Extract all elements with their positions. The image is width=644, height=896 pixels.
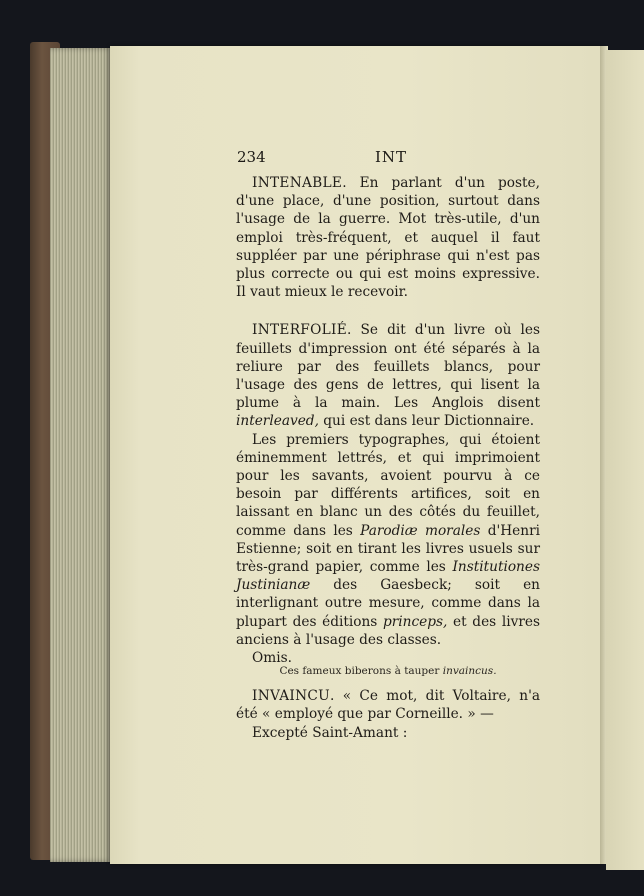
entry-body: . Se dit d'un livre où les feuillets d'impression ont été séparés à la reliure par des feuillets blancs, pour l'usage des gens de lettres, qui lisent la plume à la main. Les Anglois disent [236, 322, 540, 412]
entry-intenable [236, 174, 540, 301]
paragraph-text: des Gaesbeck; soit en interlignant outre mesure, comme dans la plupart des éditions [236, 577, 540, 630]
paragraph-text: Les premiers typographes, qui étoient éminemment lettrés, et qui imprimoient pour les savants, avoient pourvu à ce besoin par différents artifices, soit en laissant en blanc un des côtés du feuillet, comme dans les [236, 431, 540, 539]
entry-body: qui est dans leur Dictionnaire. [318, 413, 535, 430]
paragraph-text: d'Henri Estienne; soit en tirant les livres usuels sur très-grand papier, comme les [236, 522, 541, 576]
entry-invaincu [236, 687, 540, 723]
entry-keyword: INVAINCU [252, 688, 331, 705]
running-head-word: INT [375, 148, 408, 166]
entry-body: . En parlant d'un poste, d'une place, d'une position, surtout dans l'usage de la guerre. Mot très-utile, d'un emploi très-fréquent, et auquel il faut suppléer par une périphrase qui n'est pas plus correcte ou qui est moins expressive. Il vaut mieux le recevoir. [236, 175, 540, 301]
italic-term: interleaved, [236, 413, 319, 430]
paragraph-text: et des livres anciens à l'usage des classes. [236, 613, 540, 648]
paragraph: Excepté Saint-Amant : [252, 724, 408, 741]
page-stack [50, 48, 112, 862]
entry-keyword: INTENABLE [252, 175, 343, 191]
verse-quotation [236, 665, 540, 677]
running-head [237, 148, 537, 168]
quotation-text: Ces fameux biberons à tauper [279, 665, 443, 677]
italic-title: Parodiæ morales [360, 522, 481, 539]
right-page-edge [606, 50, 644, 870]
entry-body: . « Ce mot, dit Voltaire, n'a été « employé que par Corneille. » — [236, 688, 540, 723]
italic-term: princeps, [382, 613, 448, 630]
entry-interfolie [236, 321, 540, 430]
page-number: 234 [237, 148, 266, 166]
italic-title: Institutiones Justinianæ [236, 559, 540, 594]
paragraph [236, 431, 540, 649]
quotation-italic: invaincus. [442, 665, 497, 677]
page-text [236, 174, 540, 742]
paragraph-omis: Omis. [252, 650, 292, 667]
entry-keyword: INTERFOLIÉ [252, 322, 348, 339]
